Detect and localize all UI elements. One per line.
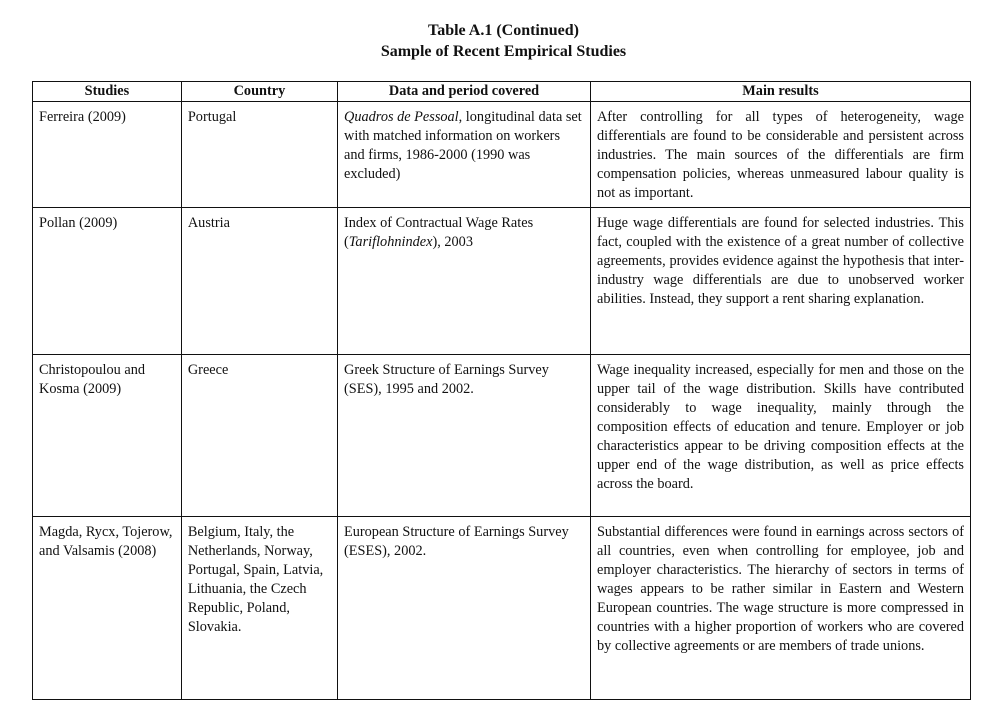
cell-studies: Magda, Rycx, Tojerow, and Valsamis (2008) [33,517,182,700]
dataset-name: Tariflohnindex [348,234,433,250]
table-row [33,517,971,700]
cell-country: Austria [181,208,337,355]
cell-studies: Ferreira (2009) [33,102,182,208]
cell-results: Substantial differences were found in earnings across sectors of all countries, even when controlling for employee, job and employer characteristics. The hierarchy of sectors in terms of wages appears to be rather similar in Eastern and Western European countries. The wage structure is more compressed in countries with a higher proportion of workers who are covered by collective agreements or are members of trade unions. [590,517,970,700]
dataset-name: Quadros de Pessoal [344,109,459,125]
empirical-studies-table [32,81,971,700]
cell-data: Greek Structure of Earnings Survey (SES), 1995 and 2002. [338,355,591,517]
cell-country: Portugal [181,102,337,208]
table-caption [0,20,1007,62]
cell-results: After controlling for all types of heterogeneity, wage differentials are found to be considerable and persistent across industries. The main sources of the differentials are firm compensation policies, whereas unmeasured labour quality is not as important. [590,102,970,208]
table-subtitle: Sample of Recent Empirical Studies [380,43,627,60]
data-period: ), 2003 [432,234,473,250]
cell-data [338,208,591,355]
cell-results: Wage inequality increased, especially for men and those on the upper tail of the wage distribution. Skills have contributed considerably to wage inequality, mainly through the composition effects of education and tenure. Employer or job characteristics appear to be driving composition effects at the upper end of the wage distribution, as well as price effects across the board. [590,355,970,517]
cell-studies: Pollan (2009) [33,208,182,355]
header-data-period: Data and period covered [338,82,591,102]
header-main-results: Main results [590,82,970,102]
cell-country: Belgium, Italy, the Netherlands, Norway, Portugal, Spain, Latvia, Lithuania, the Czech Republic, Poland, Slovakia. [181,517,337,700]
table-title: Table A.1 (Continued) [428,22,579,39]
cell-studies: Christopoulou and Kosma (2009) [33,355,182,517]
cell-country: Greece [181,355,337,517]
table-row [33,355,971,517]
data-description: , longitudinal data set with matched information on workers and firms, 1986-2000 (1990 was excluded) [344,109,582,182]
data-description: Index of Contractual Wage Rates ( [344,215,534,250]
cell-results: Huge wage differentials are found for selected industries. This fact, coupled with the existence of a great number of collective agreements, provides evidence against the hypothesis that inter-industry wage differentials are due to unobserved worker abilities. Instead, they support a rent sharing explanation. [590,208,970,355]
cell-data: European Structure of Earnings Survey (ESES), 2002. [338,517,591,700]
table-row [33,102,971,208]
header-country: Country [181,82,337,102]
table-header-row [33,82,971,102]
cell-data [338,102,591,208]
table-row [33,208,971,355]
header-studies: Studies [33,82,182,102]
